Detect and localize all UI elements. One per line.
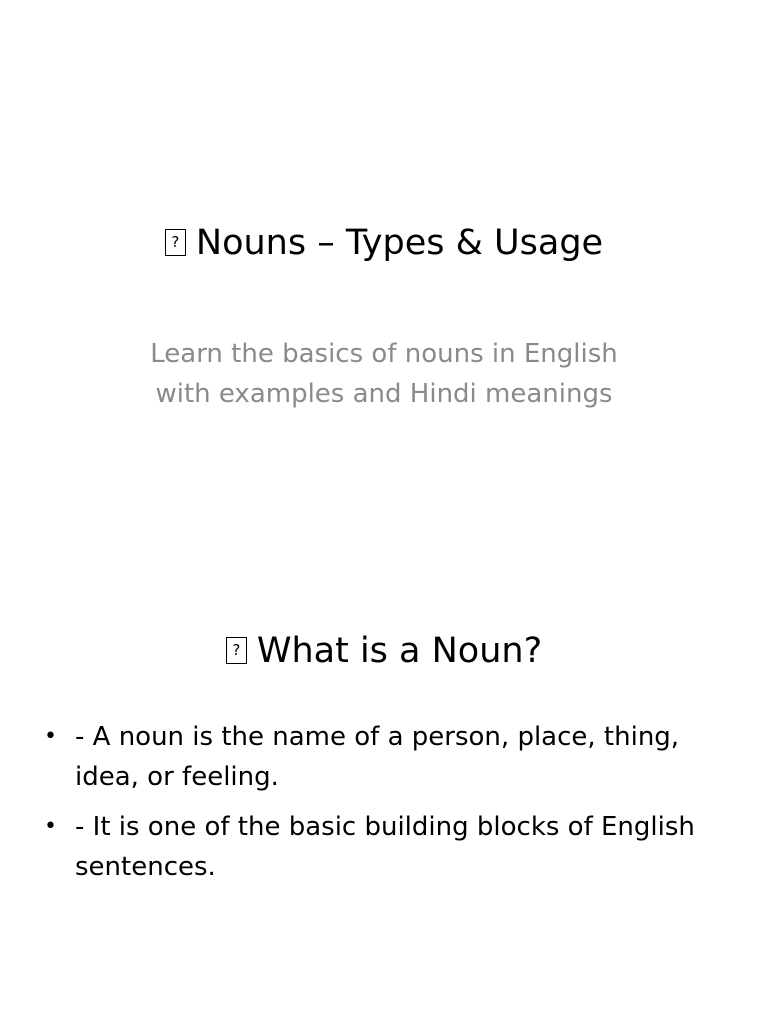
bullet-list [38,717,738,897]
missing-glyph-icon [226,637,247,664]
bullet-item [38,807,738,887]
slide-title-text: Nouns – Types & Usage [195,223,604,263]
slide-title [0,628,768,674]
slide-title [0,220,768,266]
missing-glyph-icon [165,229,186,256]
bullet-text: - It is one of the basic building blocks of English sentences. [75,812,695,882]
bullet-marker: • [44,724,57,749]
slide-2 [0,512,768,1024]
slide-title-text: What is a Noun? [256,631,543,671]
slide-subtitle [84,334,684,414]
subtitle-line: with examples and Hindi meanings [155,379,613,409]
bullet-text: - A noun is the name of a person, place, thing, idea, or feeling. [75,722,680,792]
bullet-marker: • [44,814,57,839]
subtitle-line: Learn the basics of nouns in English [150,339,618,369]
bullet-item [38,717,738,797]
